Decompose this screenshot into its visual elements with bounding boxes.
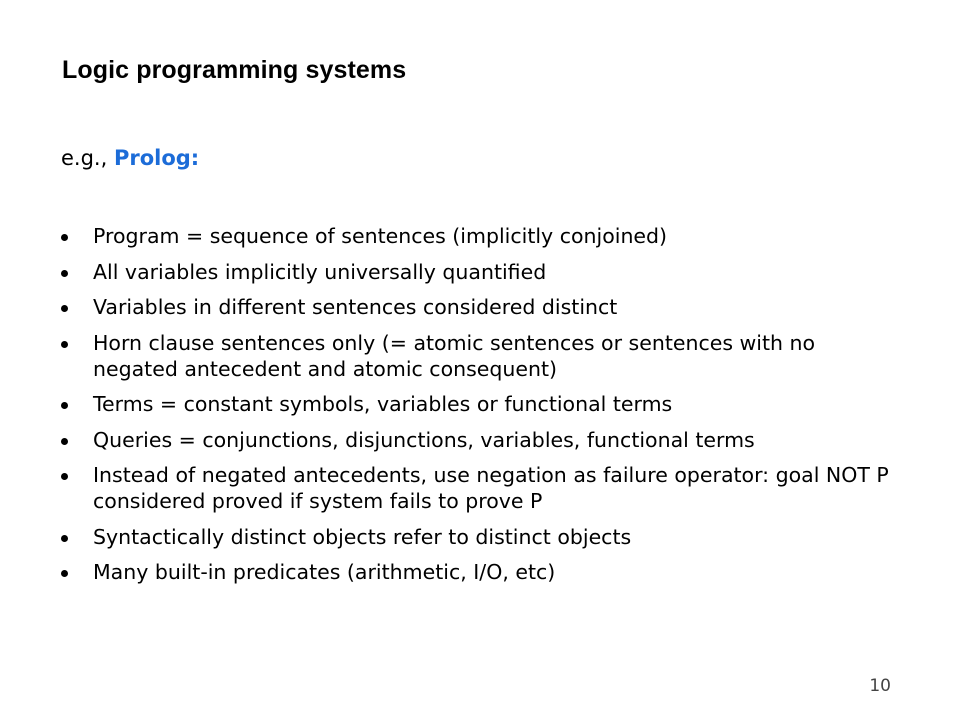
bullet-item	[60, 427, 900, 453]
bullet-dot-icon	[61, 535, 68, 542]
bullet-item	[60, 559, 900, 585]
bullet-text: Many built-in predicates (arithmetic, I/O, etc)	[93, 560, 556, 584]
bullet-text: Instead of negated antecedents, use negation as failure operator: goal NOT P considered proved if system fails to prove P	[93, 463, 889, 513]
intro-highlight: Prolog:	[113, 146, 200, 170]
bullet-text: Horn clause sentences only (= atomic sentences or sentences with no negated antecedent and atomic consequent)	[93, 330, 816, 381]
bullet-dot-icon	[61, 402, 68, 409]
bullet-item	[60, 223, 900, 249]
bullet-text: Program = sequence of sentences (implicitly conjoined)	[93, 224, 668, 248]
bullet-item	[60, 462, 900, 514]
slide-title: Logic programming systems	[62, 56, 407, 84]
bullet-dot-icon	[61, 270, 68, 277]
bullet-item	[60, 524, 900, 550]
bullet-text: All variables implicitly universally quantified	[93, 259, 547, 284]
bullet-text: Terms = constant symbols, variables or functional terms	[93, 392, 673, 416]
intro-prefix: e.g.,	[61, 146, 114, 170]
bullet-dot-icon	[61, 341, 68, 348]
bullet-dot-icon	[61, 234, 68, 241]
bullet-text: Queries = conjunctions, disjunctions, variables, functional terms	[93, 427, 755, 452]
bullet-text: Variables in different sentences considered distinct	[93, 295, 618, 319]
bullet-dot-icon	[61, 438, 68, 445]
page-number: 10	[869, 676, 891, 696]
bullet-dot-icon	[61, 570, 68, 577]
bullet-dot-icon	[61, 305, 68, 312]
bullet-dot-icon	[61, 473, 68, 480]
bullet-item	[60, 259, 900, 285]
bullet-list	[60, 223, 900, 595]
bullet-item	[60, 391, 900, 417]
bullet-item	[60, 330, 900, 382]
bullet-text: Syntactically distinct objects refer to distinct objects	[93, 524, 632, 549]
intro-line	[61, 146, 199, 170]
bullet-item	[60, 294, 900, 320]
